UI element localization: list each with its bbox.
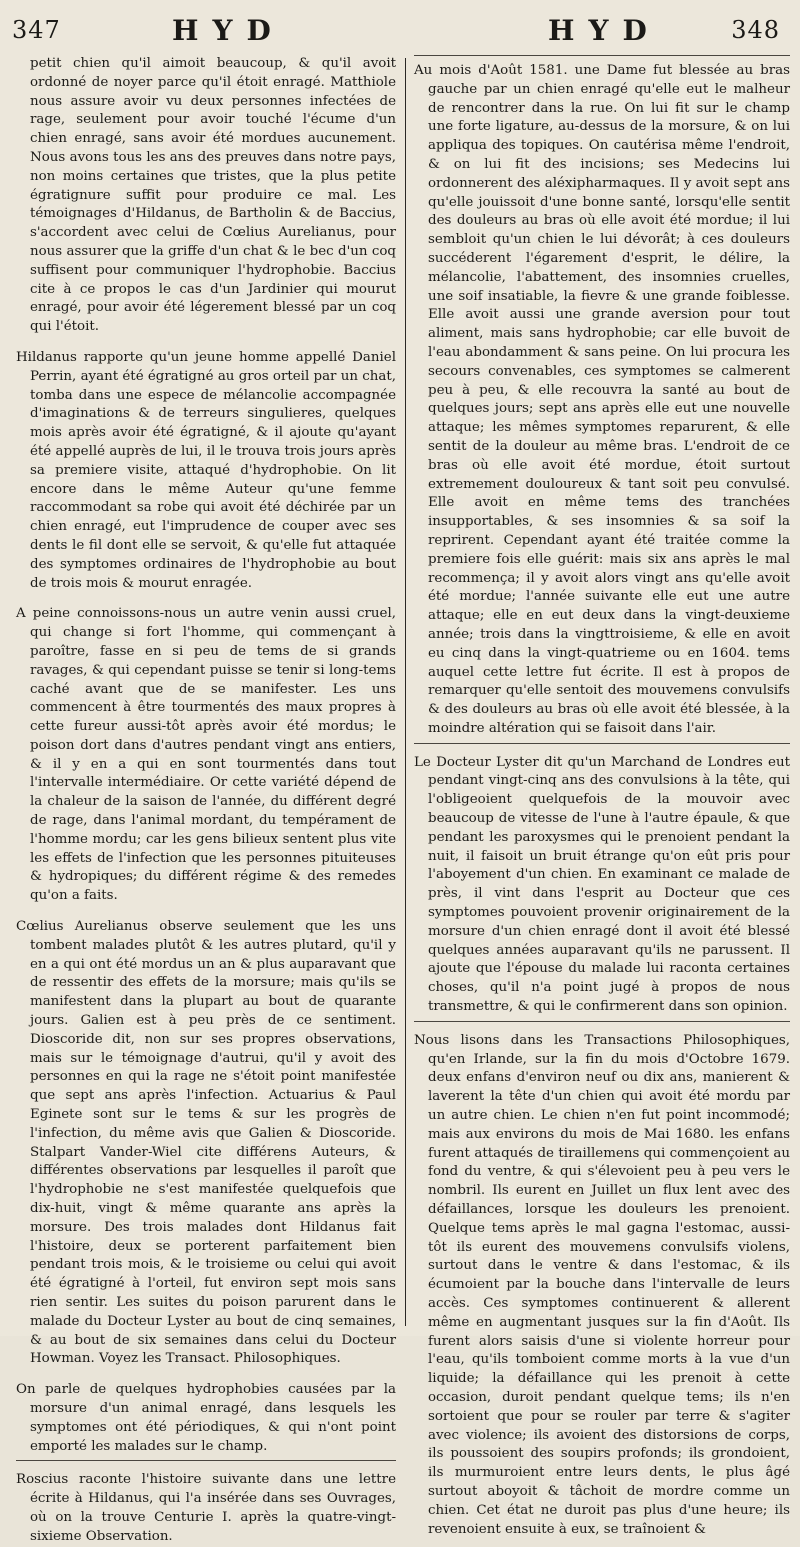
paragraph: Cœlius Aurelianus observe seulement que les uns tombent malades plutôt & les autres plutard, qu'il y en a qui ont été mordus un an & plus auparavant que de ressentir des effets de la morsure; mais qu'ils se manifestent dans la plupart au bout de quarante jours. Galien est à peu près de ce sentiment. Dioscoride dit, non sur ses propres observations, mais sur le témoignage d'autrui, qu'il y avoit des personnes en qui la rage ne s'étoit point manifestée que sept ans après l'infection. Actuarius & Paul Eginete sont sur le tems & sur les progrès de l'infection, du même avis que Galien & Dioscoride. Stalpart Vander-Wiel cite différens Auteurs, & différentes observations par lesquelles il paroît que l'hydrophobie ne s'est manifestée quelquefois que dix-huit, vingt & même quarante ans après la morsure. Des trois malades dont Hildanus fait l'histoire, deux se porterent parfaitement bien pendant trois mois, & le troisieme ou celui qui avoit été égratigné à l'orteil, fut environ sept mois sans rien sentir. Les suites du poison parurent dans le malade du Docteur Lyster au bout de cinq semaines, & au bout de six semaines dans celui du Docteur Howman. Voyez les Transact. Philosophiques.	[16, 919, 396, 1367]
paragraph: Hildanus rapporte qu'un jeune homme appellé Daniel Perrin, ayant été égratigné au gros orteil par un chat, tomba dans une espece de mélancolie accompagnée d'imaginations & de terreurs singulieres, quelques mois après avoir été égratigné, & il ajoute qu'ayant été appellé auprès de lui, il le trouva trois jours après sa premiere visite, attaqué d'hydrophobie. On lit encore dans le même Auteur qu'une femme raccommodant sa robe qui avoit été déchirée par un chien enragé, eut l'imprudence de couper avec ses dents le fil dont elle se servoit, & qu'elle fut attaquée des symptomes ordinaires de l'hydrophobie au bout de trois mois & mourut enragée.	[16, 349, 396, 591]
left-page-number: 347	[12, 16, 61, 44]
paragraph: Nous lisons dans les Transactions Philosophiques, qu'en Irlande, sur la fin du mois d'Octobre 1679. deux enfans d'environ neuf ou dix ans, manierent & laverent la tête d'un chien qui avoit été mordu par un autre chien. Le chien n'en fut point incommodé; mais aux environs du mois de Mai 1680. les enfans furent attaqués de tiraillemens qui commençoient au fond du ventre, & qui s'élevoient peu à peu vers le nombril. Ils eurent en Juillet un flux lent avec des défaillances, lorsque les douleurs les prenoient. Quelque tems après le mal gagna l'estomac, aussi-tôt ils eurent des mouvemens convulsifs violens, surtout dans le ventre & dans l'estomac, & ils écumoient par la bouche dans l'intervalle de leurs accès. Ces symptomes continuerent & allerent même en augmentant jusques sur la fin d'Août. Ils furent alors saisis d'une si violente horreur pour l'eau, qu'ils tomboient comme morts à la vue d'un liquide; la défaillance qui les prenoit à cette occasion, duroit pendant quelque tems; ils n'en sortoient que pour se rouler par terre & s'agiter avec violence; ils avoient des distorsions de corps, ils poussoient des soupirs profonds; ils grondoient, ils murmuroient entre leurs dents, le plus âgé surtout aboyoit & tâchoit de mordre comme un chien. Cet état ne duroit pas plus d'une heure; ils revenoient ensuite à eux, se traînoient &	[414, 1032, 790, 1537]
paragraph: A peine connoissons-nous un autre venin aussi cruel, qui change si fort l'homme, qui commençant à paroître, fasse en si peu de tems de si grands ravages, & qui cependant puisse se tenir si long-tems caché avant que de se manifester. Les uns commencent à être tourmentés des maux propres à cette fureur aussi-tôt après avoir été mordus; le poison dort dans d'autres pendant vingt ans entiers, & il y en a qui en sont tourmentés dans tout l'intervalle intermédiaire. Or cette variété dépend de la chaleur de la saison de l'année, du différent degré de rage, dans l'animal mordant, du tempérament de l'homme mordu; car les gens bilieux sentent plus vite les effets de l'infection que les personnes pituiteuses & hydropiques; du différent régime & des remedes qu'on a faits.	[16, 606, 396, 904]
right-column	[414, 55, 790, 1537]
column-divider	[405, 58, 406, 1326]
right-page-number: 348	[731, 16, 780, 44]
left-column	[16, 55, 396, 1544]
paragraph: Roscius raconte l'histoire suivante dans une lettre écrite à Hildanus, qui l'a insérée dans ses Ouvrages, où on la trouve Centurie I. après la quatre-vingt-sixieme Observation.	[16, 1472, 396, 1544]
page-header	[0, 0, 800, 58]
paragraph: petit chien qu'il aimoit beaucoup, & qu'il avoit ordonné de noyer parce qu'il étoit enragé. Matthiole nous assure avoir vu deux personnes infectées de rage, seulement pour avoir touché l'écume d'un chien enragé, sans avoir été mordues aucunement. Nous avons tous les ans des preuves dans notre pays, non moins certaines que tristes, que la plus petite égratignure suffit pour produire ce mal. Les témoignages d'Hildanus, de Bartholin & de Baccius, s'accordent avec celui de Cœlius Aurelianus, pour nous assurer que la griffe d'un chat & le bec d'un coq suffisent pour communiquer l'hydrophobie. Baccius cite à ce propos le cas d'un Jardinier qui mourut enragé, pour avoir été légerement blessé par un coq qui l'étoit.	[30, 56, 396, 335]
paragraph: Au mois d'Août 1581. une Dame fut blessée au bras gauche par un chien enragé qu'elle eut le malheur de rencontrer dans la rue. On lui fit sur le champ une forte ligature, au-dessus de la morsure, & on lui appliqua des topiques. On cautérisa même l'endroit, & on lui fit des incisions; ses Medecins lui ordonnerent des aléxipharmaques. Il y avoit sept ans qu'elle jouissoit d'une bonne santé, lorsqu'elle sentit des douleurs au bras où elle avoit été mordue; il lui sembloit qu'un chien le lui dévorât; à ces douleurs succéderent l'égarement d'esprit, le délire, la mélancolie, l'abattement, des insomnies cruelles, une soif insatiable, la fievre & une grande foiblesse. Elle avoit aussi une grande aversion pour tout aliment, mais sans hydrophobie; car elle buvoit de l'eau abondamment & sans peine. On lui procura les secours convenables, ces symptomes se calmerent peu à peu, & elle recouvra la santé au bout de quelques jours; sept ans après elle eut une nouvelle attaque; les mêmes symptomes reparurent, & elle sentit de la douleur au même bras. L'endroit de ce bras où elle avoit été mordue, étoit surtout extremement douloureux & tant soit peu convulsé. Elle avoit en même tems des tranchées insupportables, & ses insomnies & sa soif la reprirent. Cependant ayant été traitée comme la premiere fois elle guérit: mais six ans après le mal recommença; il y avoit alors vingt ans qu'elle avoit été mordue; l'année suivante elle eut une autre attaque; elle en eut deux dans la vingt-deuxieme année; trois dans la vingttroisieme, & elle en avoit eu cinq dans la vingt-quatrieme ou en 1604. tems auquel cette lettre fut écrite. Il est à propos de remarquer qu'elle sentoit des mouvemens convulsifs & des douleurs au bras où elle avoit été blessée, à la moindre altération qui se faisoit dans l'air.	[414, 55, 790, 744]
right-running-head: HYD	[548, 14, 661, 47]
paragraph: On parle de quelques hydrophobies causées par la morsure d'un animal enragé, dans lesquels les symptomes ont été périodiques, & qui n'ont point emporté les malades sur le champ.	[16, 1381, 396, 1461]
left-running-head: HYD	[172, 14, 285, 47]
paragraph: Le Docteur Lyster dit qu'un Marchand de Londres eut pendant vingt-cinq ans des convulsions à la tête, qui l'obligeoient quelquefois de la mouvoir avec beaucoup de vitesse de l'une à l'autre épaule, & que pendant les paroxysmes qui le prenoient pendant la nuit, il faisoit un bruit étrange qu'on eût pris pour l'aboyement d'un chien. En examinant ce malade de près, il vint dans l'esprit au Docteur que ces symptomes pouvoient provenir originairement de la morsure d'un chien enragé dont il avoit été blessé quelques années auparavant qu'ils ne parussent. Il ajoute que l'épouse du malade lui raconta certaines choses, qu'il n'a point jugé à propos de nous transmettre, & qui le confirmerent dans son opinion.	[414, 754, 790, 1022]
